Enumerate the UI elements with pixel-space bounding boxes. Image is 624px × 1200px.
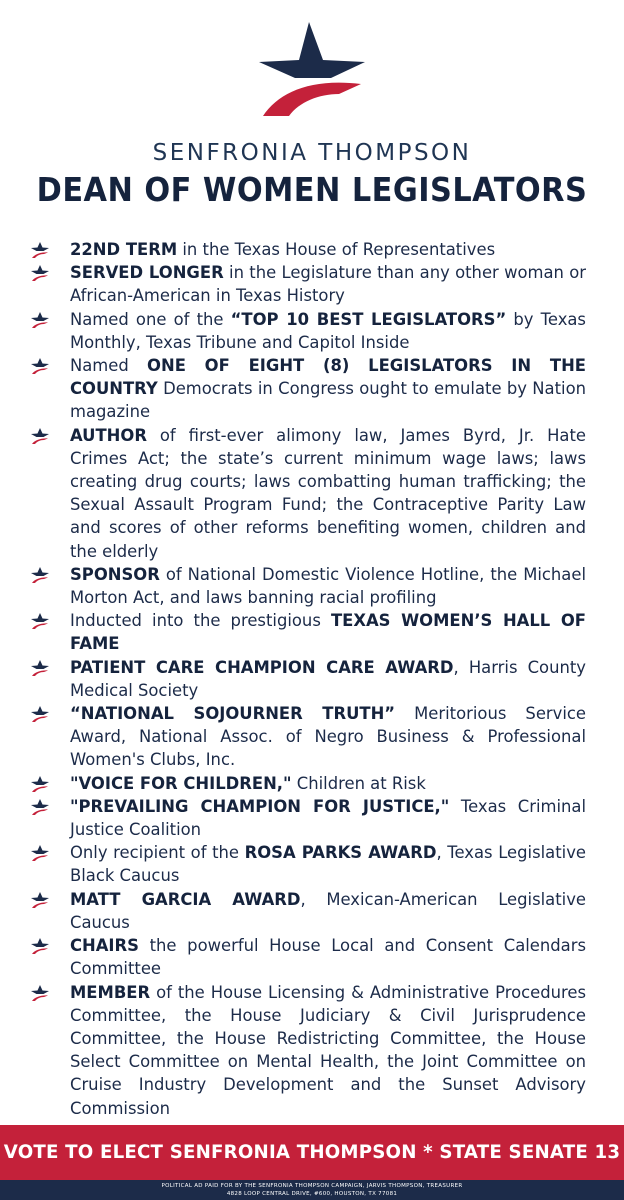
accomplishments-list bbox=[0, 238, 624, 1120]
star-bullet-icon bbox=[30, 845, 50, 861]
vote-banner: VOTE TO ELECT SENFRONIA THOMPSON * STATE SENATE 13 bbox=[0, 1125, 624, 1180]
star-bullet-icon bbox=[30, 660, 50, 676]
candidate-name: SENFRONIA THOMPSON bbox=[152, 140, 472, 166]
star-bullet-icon bbox=[30, 428, 50, 444]
star-bullet-icon bbox=[30, 892, 50, 908]
star-bullet-icon bbox=[30, 985, 50, 1001]
list-item: MEMBER of the House Licensing & Administrative Procedures Committee, the House Judiciary & Civil Jurisprudence Committee, the House Redistricting Committee, the House Select Committee on Mental Health, the Joint Committee on Cruise Industry Development and the Sunset Advisory Commission bbox=[0, 981, 586, 1120]
list-item: Named one of the “TOP 10 BEST LEGISLATORS” by Texas Monthly, Texas Tribune and Capitol Inside bbox=[0, 308, 586, 354]
list-item: "VOICE FOR CHILDREN," Children at Risk bbox=[0, 772, 586, 795]
list-item: Named ONE OF EIGHT (8) LEGISLATORS IN THE COUNTRY Democrats in Congress ought to emulate by Nation magazine bbox=[0, 354, 586, 424]
star-bullet-icon bbox=[30, 265, 50, 281]
star-bullet-icon bbox=[30, 706, 50, 722]
list-item: AUTHOR of first-ever alimony law, James Byrd, Jr. Hate Crimes Act; the state’s current minimum wage laws; laws creating drug courts; laws combatting human trafficking; the Sexual Assault Program Fund; the Contraceptive Parity Law and scores of other reforms benefiting women, children and the elderly bbox=[0, 424, 586, 563]
star-bullet-icon bbox=[30, 776, 50, 792]
list-item: CHAIRS the powerful House Local and Consent Calendars Committee bbox=[0, 934, 586, 980]
list-item: Inducted into the prestigious TEXAS WOMEN’S HALL OF FAME bbox=[0, 609, 586, 655]
star-bullet-icon bbox=[30, 799, 50, 815]
disclaimer-footer bbox=[0, 1180, 624, 1200]
star-bullet-icon bbox=[30, 358, 50, 374]
star-bullet-icon bbox=[30, 312, 50, 328]
list-item: SPONSOR of National Domestic Violence Hotline, the Michael Morton Act, and laws banning racial profiling bbox=[0, 563, 586, 609]
list-item: 22ND TERM in the Texas House of Representatives bbox=[0, 238, 586, 261]
star-bullet-icon bbox=[30, 242, 50, 258]
list-item: “NATIONAL SOJOURNER TRUTH” Meritorious Service Award, National Assoc. of Negro Business & Professional Women's Clubs, Inc. bbox=[0, 702, 586, 772]
page-title: DEAN OF WOMEN LEGISLATORS bbox=[36, 170, 588, 209]
star-swoosh-logo-icon bbox=[249, 20, 374, 120]
list-item: SERVED LONGER in the Legislature than any other woman or African-American in Texas History bbox=[0, 261, 586, 307]
star-bullet-icon bbox=[30, 938, 50, 954]
disclaimer-line-1: POLITICAL AD PAID FOR BY THE SENFRONIA THOMPSON CAMPAIGN, JARVIS THOMPSON, TREASURER bbox=[161, 1183, 463, 1189]
disclaimer-line-2: 4828 LOOP CENTRAL DRIVE, #600, HOUSTON, TX 77081 bbox=[226, 1191, 398, 1197]
list-item: Only recipient of the ROSA PARKS AWARD, Texas Legislative Black Caucus bbox=[0, 841, 586, 887]
list-item: "PREVAILING CHAMPION FOR JUSTICE," Texas Criminal Justice Coalition bbox=[0, 795, 586, 841]
list-item: PATIENT CARE CHAMPION CARE AWARD, Harris County Medical Society bbox=[0, 656, 586, 702]
list-item: MATT GARCIA AWARD, Mexican-American Legislative Caucus bbox=[0, 888, 586, 934]
star-bullet-icon bbox=[30, 567, 50, 583]
star-bullet-icon bbox=[30, 613, 50, 629]
